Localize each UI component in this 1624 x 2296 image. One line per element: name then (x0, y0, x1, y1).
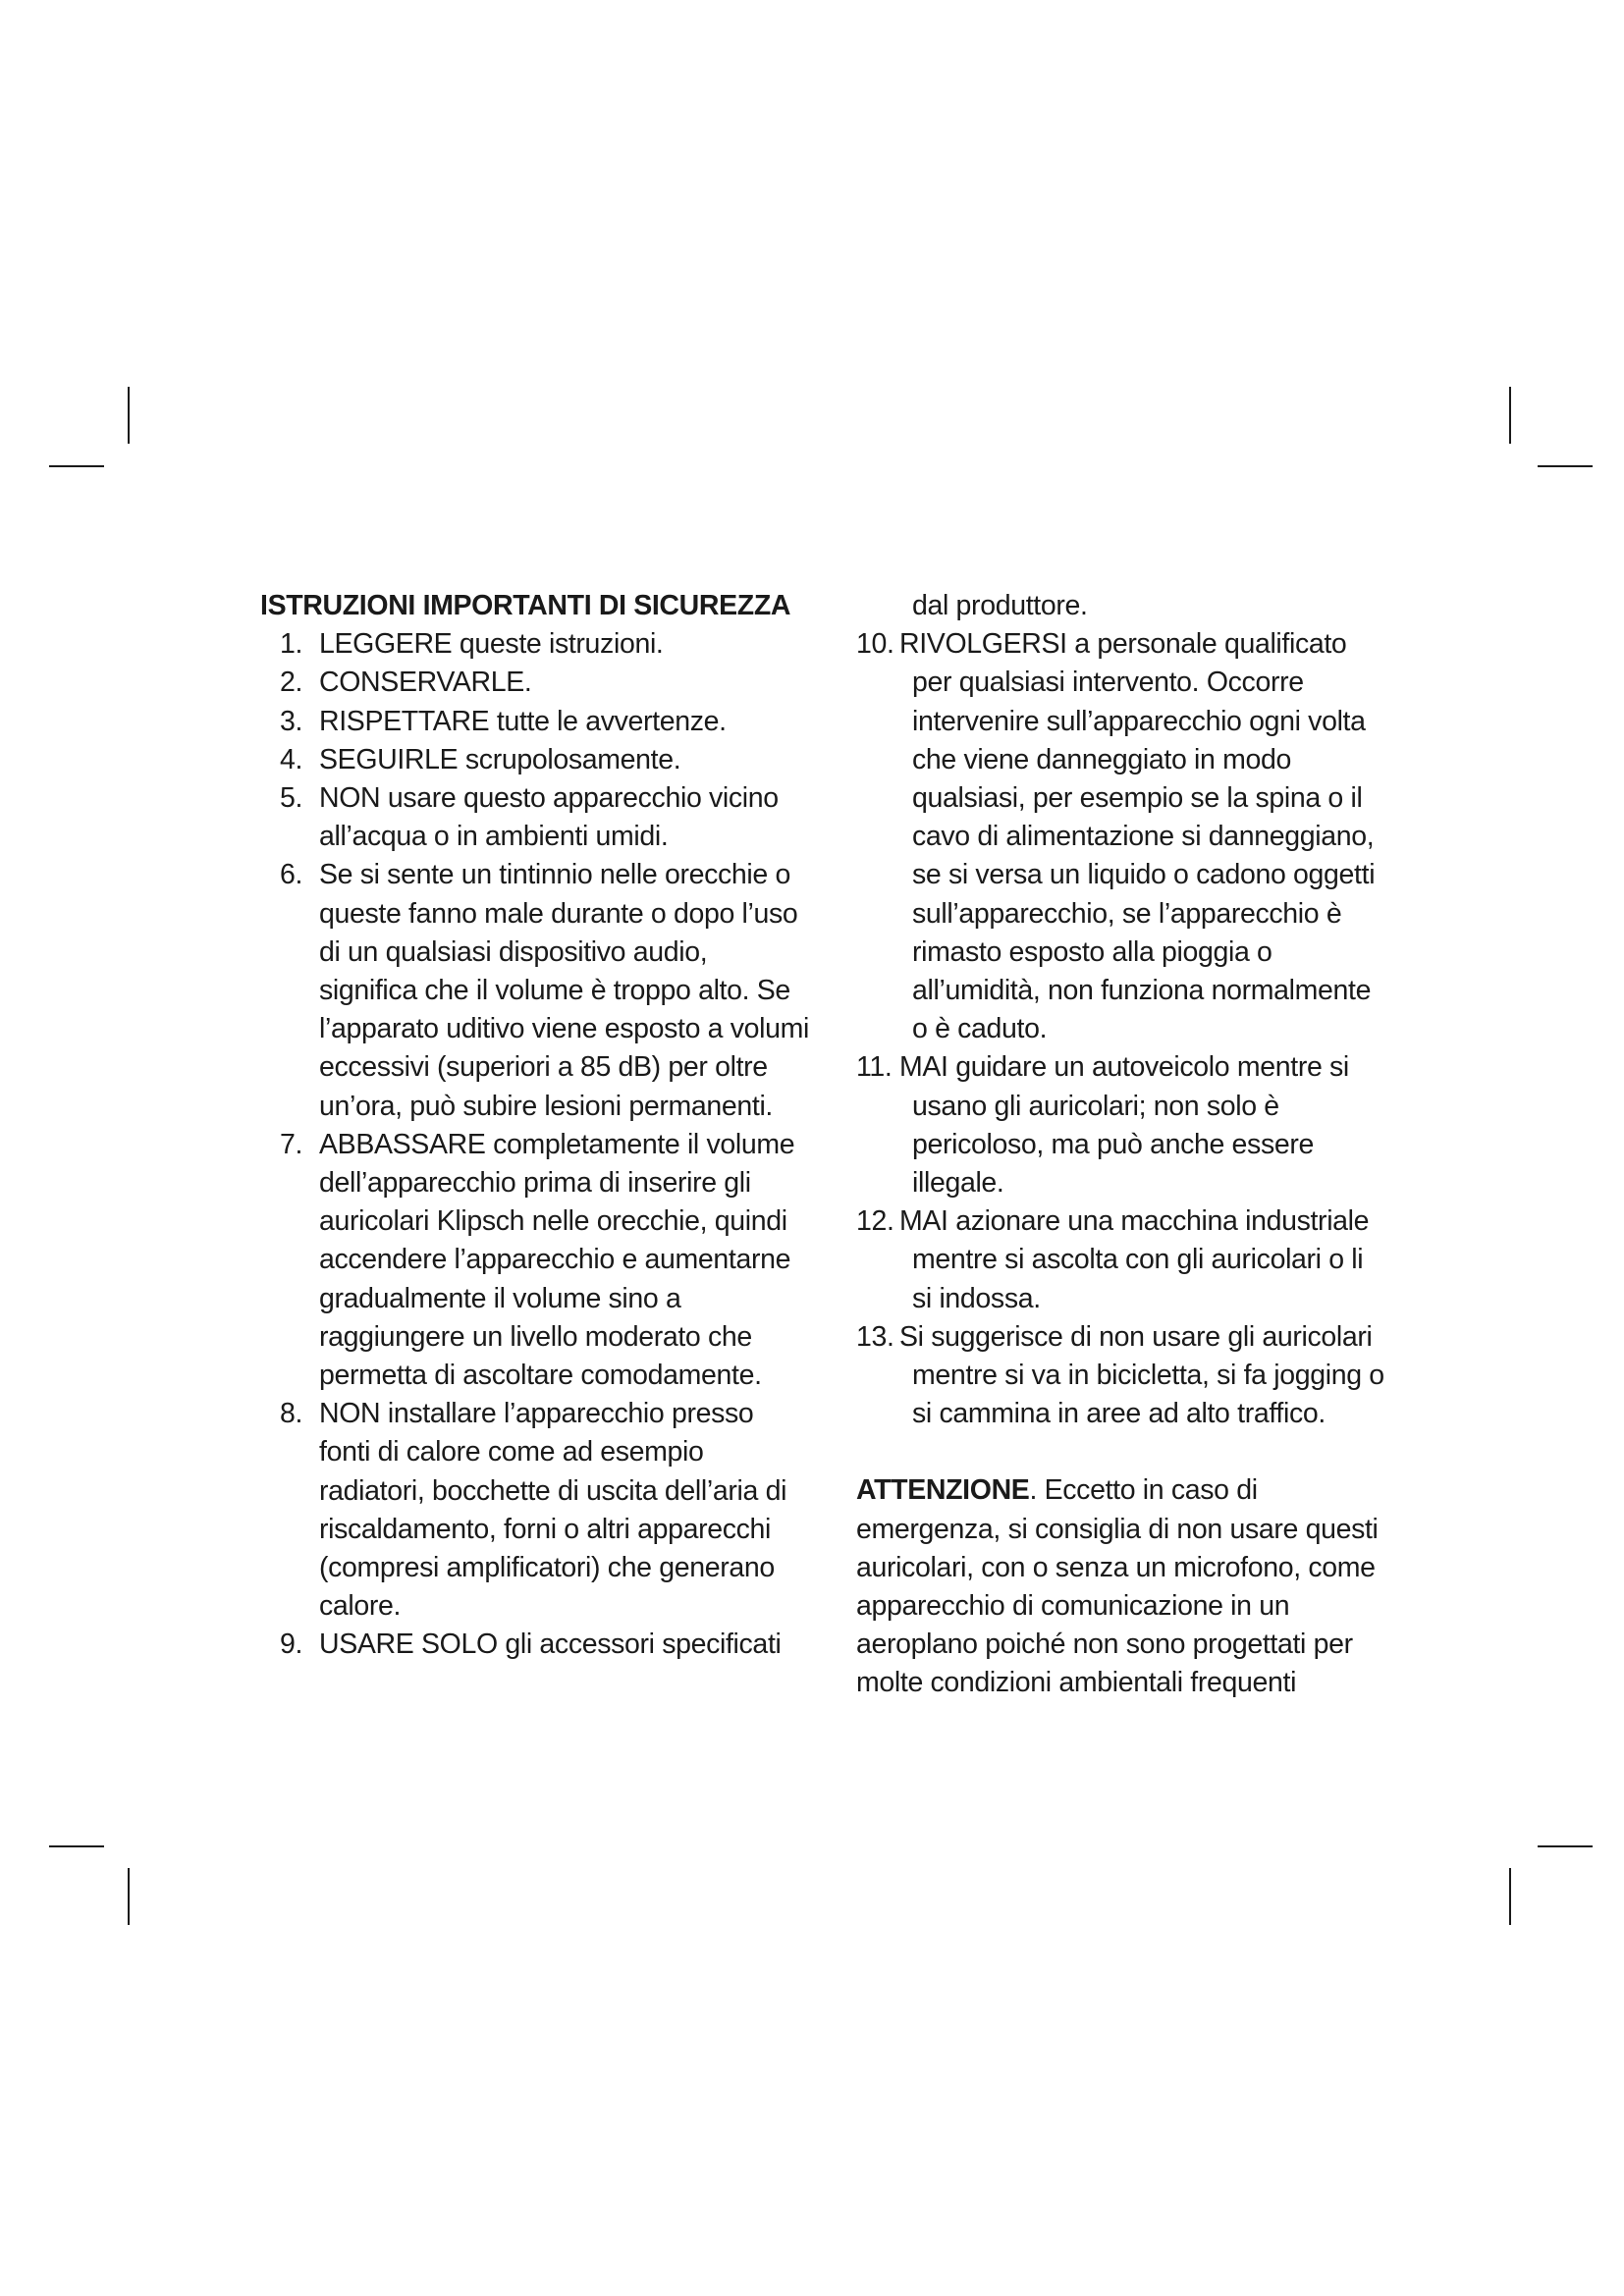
safety-list-left (260, 625, 810, 1664)
item-text: completamente il volume dell’apparecchio prima di inserire gli auricolari Klipsch nelle orecchie, quindi accendere l’apparecchio e aumentarne gradualmente il volume sino a raggiungere un livello moderato che permetta di ascoltare comodamente. (319, 1128, 795, 1392)
item-number: 2. (280, 667, 303, 699)
list-item (260, 664, 810, 702)
crop-mark-top-left-vertical (128, 387, 130, 444)
item-lead: SEGUIRLE (319, 743, 459, 775)
item-lead: USARE SOLO (319, 1629, 498, 1661)
item-text: gli accessori specificati (497, 1629, 782, 1661)
item-number: 10. (856, 628, 894, 661)
list-item (856, 625, 1386, 1048)
right-column (856, 587, 1386, 1703)
crop-mark-top-right-vertical (1509, 387, 1511, 444)
list-item (856, 1318, 1386, 1434)
item-text: guidare un autoveicolo mentre si usano gli auricolari; non solo è pericoloso, ma può anche essere illegale. (912, 1051, 1349, 1200)
list-item (260, 703, 810, 741)
item-lead: CONSERVARLE. (319, 667, 532, 699)
crop-mark-top-left-horizontal (49, 465, 104, 467)
list-item (260, 1126, 810, 1395)
list-item (260, 1626, 810, 1664)
item-lead: RIVOLGERSI (899, 628, 1067, 661)
list-item (260, 741, 810, 779)
spacer (856, 1433, 1386, 1471)
item-number: 1. (280, 628, 303, 661)
list-item (260, 779, 810, 856)
safety-list-right (856, 625, 1386, 1433)
item-number: 12. (856, 1205, 894, 1238)
item-number: 6. (280, 859, 303, 891)
list-item (856, 1048, 1386, 1202)
item-number: 7. (280, 1128, 303, 1160)
item-text: usare questo apparecchio vicino all’acqua o in ambienti umidi. (319, 782, 779, 853)
item-text: a personale qualificato per qualsiasi intervento. Occorre intervenire sull’apparecchio ogni volta che viene danneggiato in modo qualsiasi, per esempio se la spina o il cavo di alimentazione si danneggiano, se si versa un liquido o cadono oggetti sull’apparecchio, se l’apparecchio è rimasto esposto alla pioggia o all’umidità, non funziona normalmente o è caduto. (912, 628, 1376, 1045)
crop-mark-top-right-horizontal (1538, 465, 1593, 467)
item-lead: NON (319, 1398, 381, 1430)
item-lead: MAI (899, 1205, 948, 1238)
item-lead: RISPETTARE (319, 705, 490, 737)
item-text: installare l’apparecchio presso fonti di calore come ad esempio radiatori, bocchette di uscita dell’aria di riscaldamento, forni o altri apparecchi (compresi amplificatori) che generano calore. (319, 1398, 787, 1623)
item-lead: ABBASSARE (319, 1128, 486, 1160)
item-number: 8. (280, 1398, 303, 1430)
warning-text: . Eccetto in caso di emergenza, si consiglia di non usare questi auricolari, con o senza un microfono, come apparecchio di comunicazione in un aeroplano poiché non sono progettati per molte condizioni ambientali frequenti (856, 1474, 1379, 1699)
item-9-continuation: dal produttore. (912, 590, 1088, 621)
item-number: 5. (280, 782, 303, 815)
item-lead: MAI (899, 1051, 948, 1084)
item-text: scrupolosamente. (458, 743, 681, 775)
item-lead: NON (319, 782, 381, 815)
item-number: 13. (856, 1320, 894, 1353)
item-number: 9. (280, 1629, 303, 1661)
item-number: 4. (280, 743, 303, 775)
item-text: tutte le avvertenze. (489, 705, 727, 737)
safety-heading: ISTRUZIONI IMPORTANTI DI SICUREZZA (260, 590, 791, 621)
item-text: Si suggerisce di non usare gli auricolari mentre si va in bicicletta, si fa jogging o si cammina in aree ad alto traffico. (899, 1320, 1384, 1430)
item-text: queste istruzioni. (452, 628, 664, 661)
crop-mark-bottom-left-vertical (128, 1868, 130, 1925)
item-number: 3. (280, 705, 303, 737)
warning-paragraph (856, 1471, 1386, 1702)
item-number: 11. (856, 1051, 893, 1084)
list-item (260, 856, 810, 1125)
list-item (260, 625, 810, 664)
warning-label: ATTENZIONE (856, 1474, 1030, 1507)
left-column (260, 587, 810, 1665)
item-text: azionare una macchina industriale mentre si ascolta con gli auricolari o li si indossa. (912, 1205, 1370, 1314)
list-item (260, 1395, 810, 1626)
crop-mark-bottom-left-horizontal (49, 1845, 104, 1847)
crop-mark-bottom-right-horizontal (1538, 1845, 1593, 1847)
crop-mark-bottom-right-vertical (1509, 1868, 1511, 1925)
list-item (856, 1202, 1386, 1318)
item-text: Se si sente un tintinnio nelle orecchie o queste fanno male durante o dopo l’uso di un qualsiasi dispositivo audio, significa che il volume è troppo alto. Se l’apparato uditivo viene esposto a volumi eccessivi (superiori a 85 dB) per oltre un’ora, può subire lesioni permanenti. (319, 859, 809, 1122)
item-lead: LEGGERE (319, 628, 453, 661)
